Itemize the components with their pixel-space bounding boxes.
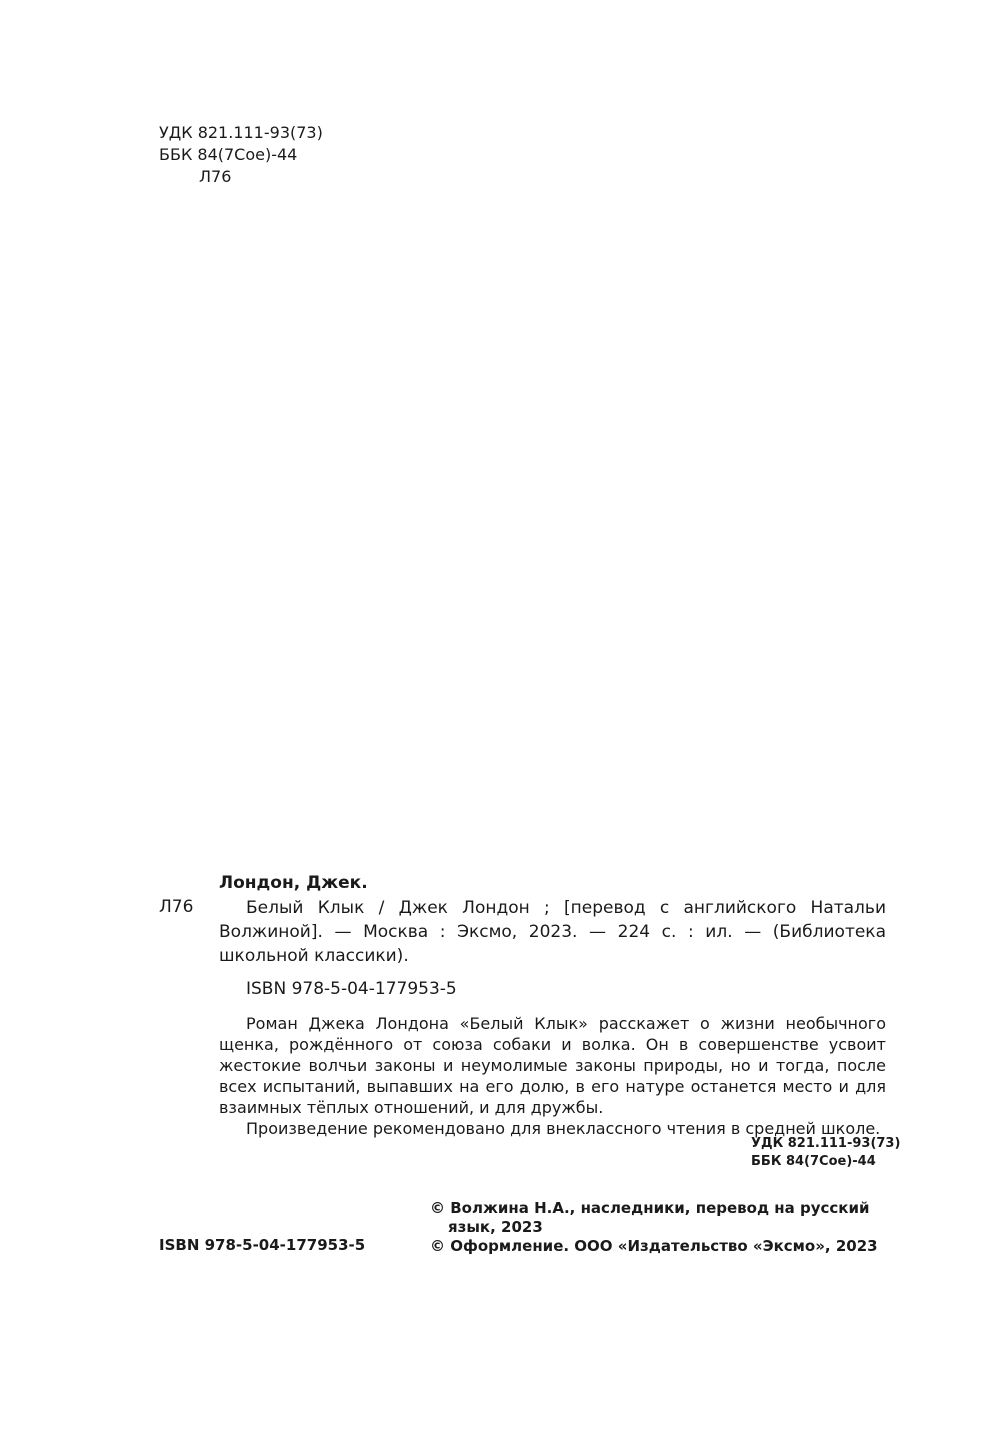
isbn-record: ISBN 978-5-04-177953-5 — [246, 979, 457, 999]
copyright-design: © Оформление. ООО «Издательство «Эксмо», 2023 — [430, 1237, 878, 1255]
recommendation-paragraph: Произведение рекомендовано для внеклассного чтения в средней школе. — [246, 1119, 881, 1138]
copyright-block — [430, 1199, 890, 1256]
annotation — [219, 1013, 886, 1139]
description-text: Белый Клык / Джек Лондон ; [перевод с английского Натальи Волжиной]. — Москва : Эксмо, 2023. — 224 с. : ил. — (Библиотека школьной классики). — [219, 898, 886, 966]
classification-codes-top — [159, 122, 323, 188]
author-mark: Л76 — [199, 167, 232, 186]
bbk-code-bottom: ББК 84(7Сое)-44 — [751, 1154, 876, 1169]
copyright-translation: © Волжина Н.А., наследники, перевод на русский язык, 2023 — [430, 1199, 870, 1236]
isbn-bottom: ISBN 978-5-04-177953-5 — [159, 1236, 366, 1254]
bibliographic-description — [219, 896, 886, 968]
udk-code: УДК 821.111-93(73) — [159, 123, 323, 142]
classification-codes-bottom — [751, 1135, 900, 1171]
author-heading: Лондон, Джек. — [219, 873, 368, 893]
udk-code-bottom: УДК 821.111-93(73) — [751, 1136, 901, 1151]
annotation-paragraph: Роман Джека Лондона «Белый Клык» расскажет о жизни необычного щенка, рождённого от союза собаки и волка. Он в совершенстве усвоит жестокие волчьи законы и неумолимые законы природы, но и тогда, после всех испытаний, выпавших на его долю, в его натуре останется место и для взаимных тёплых отношений, и для дружбы. — [219, 1014, 886, 1117]
bbk-code: ББК 84(7Сое)-44 — [159, 145, 298, 164]
author-mark-left: Л76 — [159, 897, 194, 917]
